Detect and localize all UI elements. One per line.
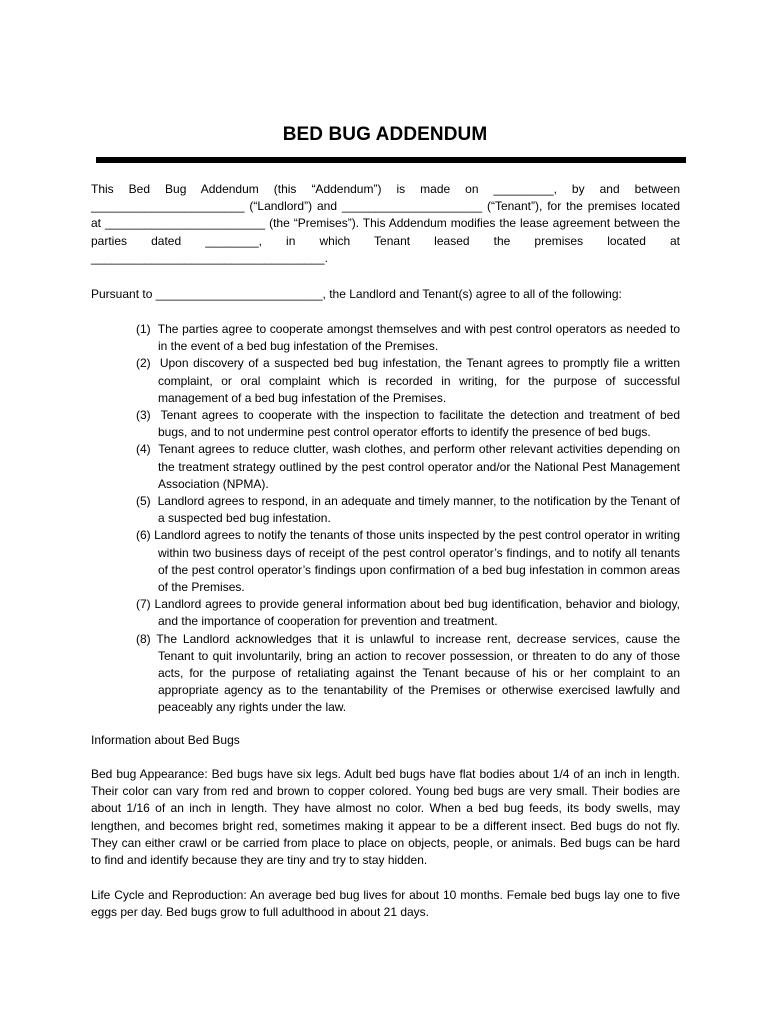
list-item: (6) Landlord agrees to notify the tenants of those units inspected by the pest control operator in writing within two business days of receipt of the pest control operator’s findings, and to notify all tenants of the pest control operator’s findings upon confirmation of a bed bug infestation in common areas of the Premises.	[136, 528, 684, 595]
list-item: (3) Tenant agrees to cooperate with the inspection to facilitate the detection and treatment of bed bugs, and to not undermine pest control operator efforts to identify the presence of bed bugs.	[136, 408, 684, 440]
list-item: (5) Landlord agrees to respond, in an adequate and timely manner, to the notification by the Tenant of a suspected bed bug infestation.	[136, 494, 684, 526]
list-item: (7) Landlord agrees to provide general information about bed bug identification, behavior and biology, and the importance of cooperation for prevention and treatment.	[136, 597, 684, 629]
intro-paragraph: This Bed Bug Addendum (this “Addendum”) is made on _________, by and between _______________________ (“Landlord”) and _____________________ (“Tenant”), for the premises located at ________________________ (the “Premises”). This Addendum modifies the lease agreement between the parties dated ________, in which Tenant leased the premises located at ___________________________________.	[91, 182, 684, 265]
list-item: (1) The parties agree to cooperate amongst themselves and with pest control operators as needed to in the event of a bed bug infestation of the Premises.	[136, 322, 684, 354]
agreement-list	[136, 321, 684, 717]
list-item: (8) The Landlord acknowledges that it is unlawful to increase rent, decrease services, cause the Tenant to quit involuntarily, bring an action to recover possession, or threaten to do any of those acts, for the purpose of retaliating against the Tenant because of his or her complaint to an appropriate agency as to the tenantability of the Premises or otherwise exercised lawfully and peaceably any rights under the law.	[136, 631, 684, 715]
lifecycle-paragraph: Life Cycle and Reproduction: An average bed bug lives for about 10 months. Female bed bugs lay one to five eggs per day. Bed bugs grow to full adulthood in about 21 days.	[91, 888, 680, 920]
appearance-paragraph: Bed bug Appearance: Bed bugs have six legs. Adult bed bugs have flat bodies about 1/4 of an inch in length. Their color can vary from red and brown to copper colored. Young bed bugs are very small. Their bodies are about 1/16 of an inch in length. They have almost no color. When a bed bug feeds, its body swells, may lengthen, and becomes bright red, sometimes making it appear to be a different insect. Bed bugs do not fly. They can either crawl or be carried from place to place on objects, people, or animals. Bed bugs can be hard to find and identify because they are tiny and try to stay hidden.	[91, 767, 680, 868]
title-divider	[96, 157, 686, 163]
document-title: BED BUG ADDENDUM	[282, 124, 488, 145]
info-heading: Information about Bed Bugs	[91, 733, 240, 747]
pursuant-paragraph: Pursuant to _________________________, the Landlord and Tenant(s) agree to all of the following:	[91, 287, 622, 301]
list-item: (2) Upon discovery of a suspected bed bug infestation, the Tenant agrees to promptly file a written complaint, or oral complaint which is recorded in writing, for the purpose of successful management of a bed bug infestation of the Premises.	[136, 356, 684, 405]
list-item: (4) Tenant agrees to reduce clutter, wash clothes, and perform other relevant activities depending on the treatment strategy outlined by the pest control operator and/or the National Pest Management Association (NPMA).	[136, 442, 684, 491]
